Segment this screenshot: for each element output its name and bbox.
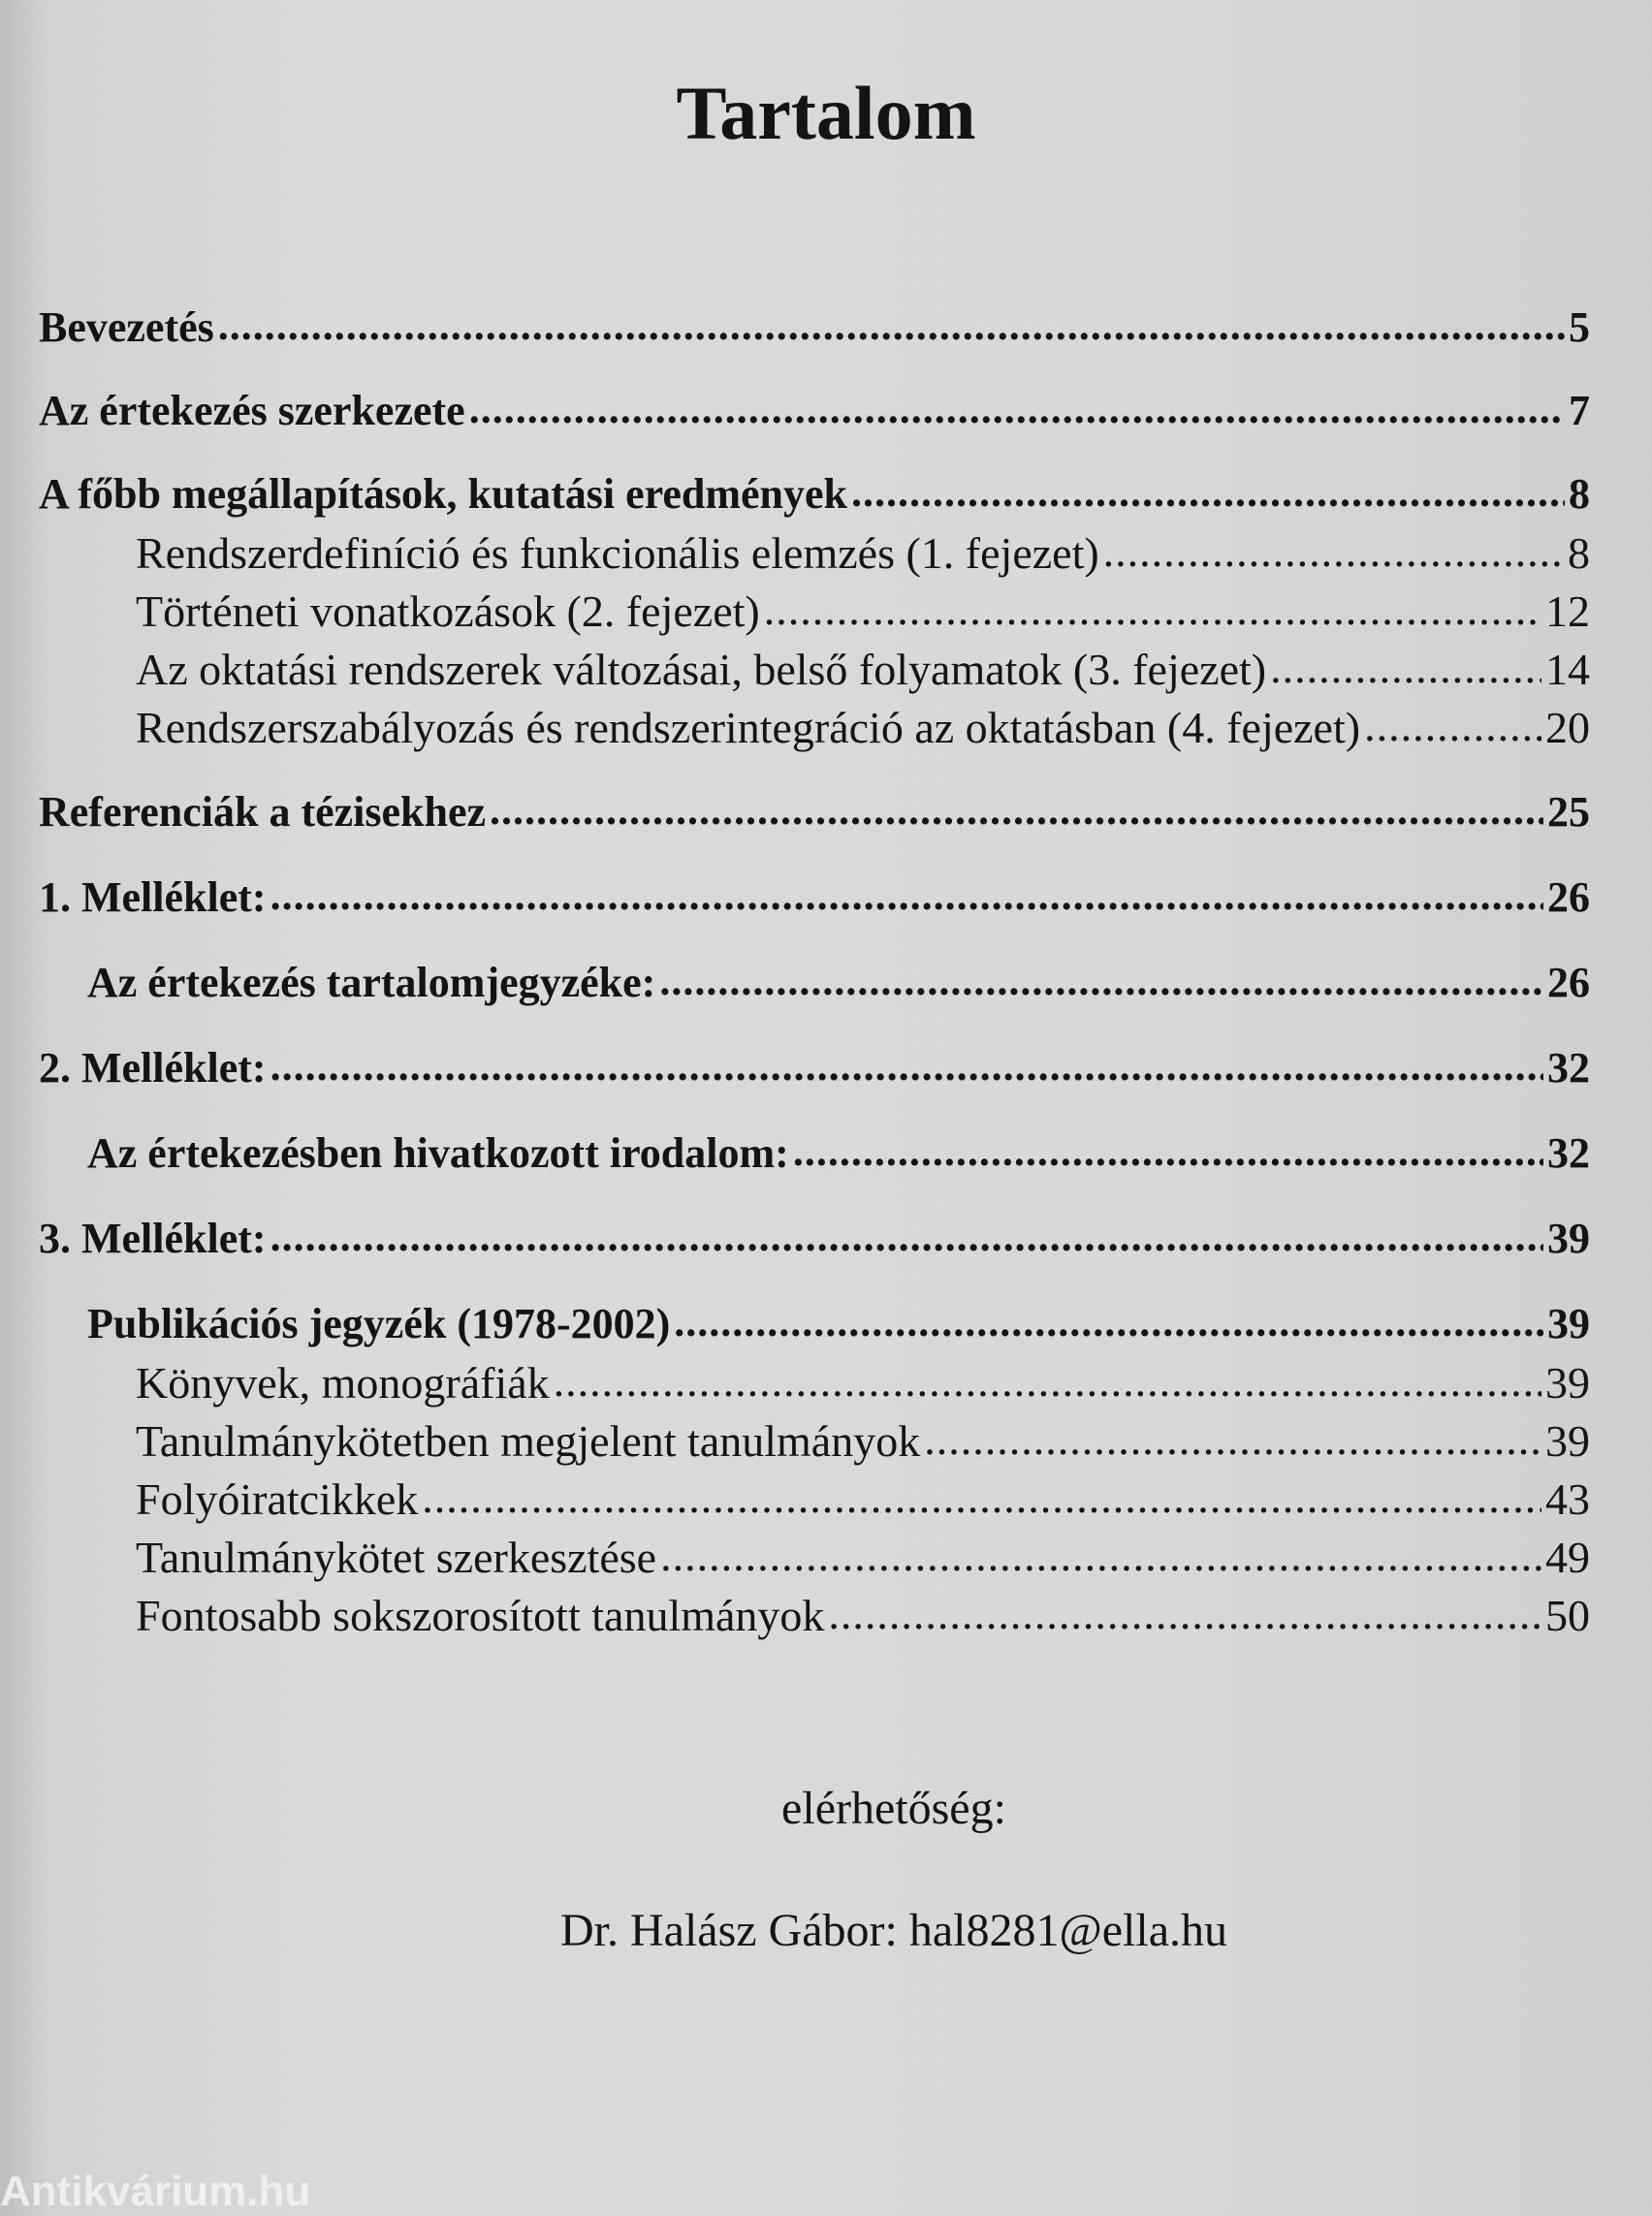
- toc-page-number: 20: [1545, 703, 1590, 752]
- toc-entry-reproduced-studies: [136, 1590, 1590, 1641]
- toc-entry-label: Folyóiratcikkek: [136, 1474, 419, 1524]
- toc-page-number: 26: [1547, 959, 1590, 1006]
- toc-entry-label: Rendszerszabályozás és rendszerintegráció az oktatásban (4. fejezet): [136, 703, 1361, 752]
- toc-dot-leader: [924, 1413, 1541, 1465]
- toc-dot-leader: [828, 1588, 1541, 1639]
- toc-page-number: 8: [1568, 528, 1590, 578]
- toc-entry-publication-list: [87, 1299, 1590, 1348]
- toc-dot-leader: [659, 956, 1543, 1005]
- site-watermark: Antikvárium.hu: [0, 2168, 311, 2215]
- toc-dot-leader: [270, 871, 1543, 920]
- page-title: Tartalom: [676, 71, 976, 155]
- toc-entry-label: Az értekezés szerkezete: [39, 387, 465, 434]
- toc-page-number: 5: [1569, 303, 1590, 351]
- toc-dot-leader: [1103, 525, 1564, 577]
- toc-entry-chapter-4: [136, 702, 1590, 753]
- toc-page-number: 32: [1547, 1129, 1590, 1177]
- toc-entry-label: Referenciák a tézisekhez: [39, 788, 487, 836]
- toc-entry-studies-in-volumes: [136, 1415, 1590, 1467]
- toc-entry-label: Fontosabb sokszorosított tanulmányok: [136, 1591, 825, 1640]
- toc-entry-main-findings: [39, 469, 1590, 519]
- toc-page-number: 14: [1545, 645, 1590, 694]
- contact-heading: elérhetőség:: [781, 1783, 1006, 1834]
- toc-dot-leader: [793, 1126, 1543, 1176]
- toc-page-number: 50: [1545, 1591, 1590, 1640]
- toc-entry-edited-volumes: [136, 1532, 1590, 1583]
- toc-entry-appendix-2: [39, 1043, 1590, 1092]
- toc-entry-label: 3. Melléklet:: [39, 1215, 267, 1262]
- contact-email-line: Dr. Halász Gábor: hal8281@ella.hu: [559, 1905, 1227, 1956]
- toc-page-number: 49: [1545, 1533, 1590, 1582]
- toc-entry-label: 1. Melléklet:: [39, 873, 267, 921]
- toc-dot-leader: [1270, 642, 1541, 693]
- toc-entry-cited-literature: [87, 1128, 1590, 1178]
- toc-entry-chapter-1: [136, 527, 1590, 579]
- toc-dot-leader: [764, 584, 1541, 635]
- toc-page-number: 32: [1547, 1044, 1590, 1092]
- toc-page-number: 12: [1545, 586, 1590, 636]
- toc-dot-leader: [422, 1472, 1541, 1523]
- toc-page-number: 39: [1547, 1215, 1590, 1262]
- toc-page-number: 7: [1569, 387, 1590, 434]
- toc-entry-label: Publikációs jegyzék (1978-2002): [87, 1300, 671, 1347]
- toc-entry-label: Bevezetés: [39, 303, 214, 351]
- toc-entry-books: [136, 1357, 1590, 1409]
- toc-entry-label: Az értekezésben hivatkozott irodalom:: [87, 1129, 789, 1177]
- toc-page-number: 39: [1545, 1416, 1590, 1466]
- toc-entry-label: Tanulmánykötetben megjelent tanulmányok: [136, 1416, 921, 1466]
- toc-dot-leader: [270, 1041, 1543, 1091]
- toc-entry-label: A főbb megállapítások, kutatási eredmények: [39, 470, 848, 518]
- toc-dot-leader: [674, 1297, 1543, 1346]
- toc-dot-leader: [469, 384, 1565, 433]
- toc-entry-chapter-2: [136, 586, 1590, 637]
- toc-entry-structure: [39, 386, 1590, 435]
- toc-entry-introduction: [39, 302, 1590, 352]
- toc-page-number: 39: [1545, 1358, 1590, 1408]
- toc-entry-label: Történeti vonatkozások (2. fejezet): [136, 586, 760, 636]
- toc-dot-leader: [490, 785, 1543, 835]
- toc-page-number: 26: [1547, 873, 1590, 921]
- toc-dot-leader: [1364, 700, 1541, 751]
- toc-entry-label: 2. Melléklet:: [39, 1044, 267, 1092]
- toc-dot-leader: [660, 1530, 1541, 1581]
- toc-dot-leader: [554, 1355, 1541, 1407]
- toc-entry-thesis-contents: [87, 958, 1590, 1007]
- toc-page-number: 25: [1547, 788, 1590, 836]
- toc-entry-label: Az értekezés tartalomjegyzéke:: [87, 959, 656, 1006]
- toc-dot-leader: [218, 301, 1565, 350]
- toc-entry-label: Tanulmánykötet szerkesztése: [136, 1533, 657, 1582]
- toc-page-number: 43: [1545, 1474, 1590, 1524]
- toc-dot-leader: [851, 467, 1565, 517]
- toc-page-number: 39: [1547, 1300, 1590, 1347]
- toc-entry-appendix-3: [39, 1214, 1590, 1263]
- toc-entry-chapter-3: [136, 644, 1590, 695]
- toc-entry-journal-articles: [136, 1473, 1590, 1525]
- toc-entry-references: [39, 787, 1590, 837]
- toc-entry-label: Rendszerdefiníció és funkcionális elemzés (1. fejezet): [136, 528, 1099, 578]
- toc-entry-label: Az oktatási rendszerek változásai, belső folyamatok (3. fejezet): [136, 645, 1267, 694]
- toc-page-number: 8: [1569, 470, 1590, 518]
- toc-entry-label: Könyvek, monográfiák: [136, 1358, 550, 1408]
- toc-dot-leader: [270, 1212, 1543, 1261]
- toc-entry-appendix-1: [39, 872, 1590, 922]
